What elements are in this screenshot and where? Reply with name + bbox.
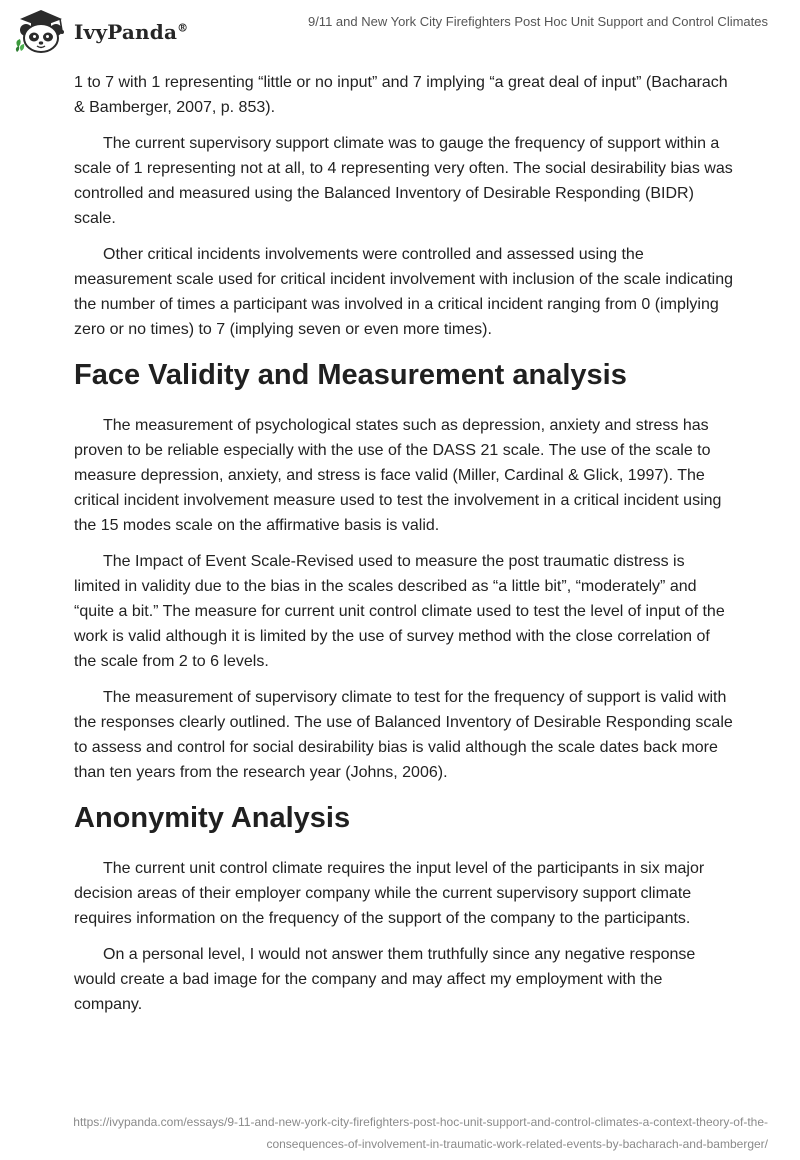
source-url-link[interactable]: https://ivypanda.com/essays/9-11-and-new-york-city-firefighters-post-hoc-unit-support-and-control-climates-a-context-theory-of-the-consequences-of-involvement-in-traumatic-work-related-events-by-bacharach-and-bamberger/ [73, 1115, 768, 1151]
paragraph: 1 to 7 with 1 representing “little or no input” and 7 implying “a great deal of input” (Bacharach & Bamberger, 2007, p. 853). [74, 74, 728, 116]
ivypanda-logo[interactable] [14, 7, 194, 53]
paragraph: Other critical incidents involvements were controlled and assessed using the measurement scale used for critical incident involvement with inclusion of the scale indicating the number of times a participant was involved in a critical incident ranging from 0 (implying zero or no times) to 7 (implying seven or even more times). [74, 246, 733, 338]
logo-text: IvyPanda [74, 20, 178, 44]
logo-wordmark [74, 20, 188, 44]
paragraph: The measurement of psychological states such as depression, anxiety and stress has proven to be reliable especially with the use of the DASS 21 scale. The use of the scale to measure depression, anxiety, and stress is face valid (Miller, Cardinal & Glick, 1997). The critical incident involvement measure used to test the involvement in a critical incident using the 15 modes scale on the affirmative basis is valid. [74, 417, 722, 534]
paragraph: The current supervisory support climate was to gauge the frequency of support within a scale of 1 representing not at all, to 4 representing very often. The social desirability bias was controlled and measured using the Balanced Inventory of Desirable Responding (BIDR) scale. [74, 135, 733, 227]
essay-body [74, 70, 734, 1028]
paragraph: The Impact of Event Scale-Revised used to measure the post traumatic distress is limited in validity due to the bias in the scales described as “a little bit”, “moderately” and “quite a bit.” The measure for current unit control climate used to test the level of input of the work is valid although it is limited by the use of survey method with the close correlation of the scale from 2 to 6 levels. [74, 553, 725, 670]
paragraph: On a personal level, I would not answer them truthfully since any negative response would create a bad image for the company and may affect my employment with the company. [74, 946, 696, 1013]
panda-graduate-icon [14, 7, 70, 53]
paragraph: The current unit control climate requires the input level of the participants in six major decision areas of their employer company while the current supervisory support climate requires information on the frequency of the support of the company to the participants. [74, 860, 705, 927]
page-header [0, 0, 800, 60]
section-heading: Face Validity and Measurement analysis [74, 359, 627, 391]
paragraph: The measurement of supervisory climate to test for the frequency of support is valid with the responses clearly outlined. The use of Balanced Inventory of Desirable Responding scale to assess and control for social desirability bias is valid although the scale dates back more than ten years from the research year (Johns, 2006). [74, 689, 733, 781]
section-heading: Anonymity Analysis [74, 802, 351, 834]
registered-mark: ® [177, 21, 189, 35]
document-title: 9/11 and New York City Firefighters Post Hoc Unit Support and Control Climates [307, 14, 768, 29]
